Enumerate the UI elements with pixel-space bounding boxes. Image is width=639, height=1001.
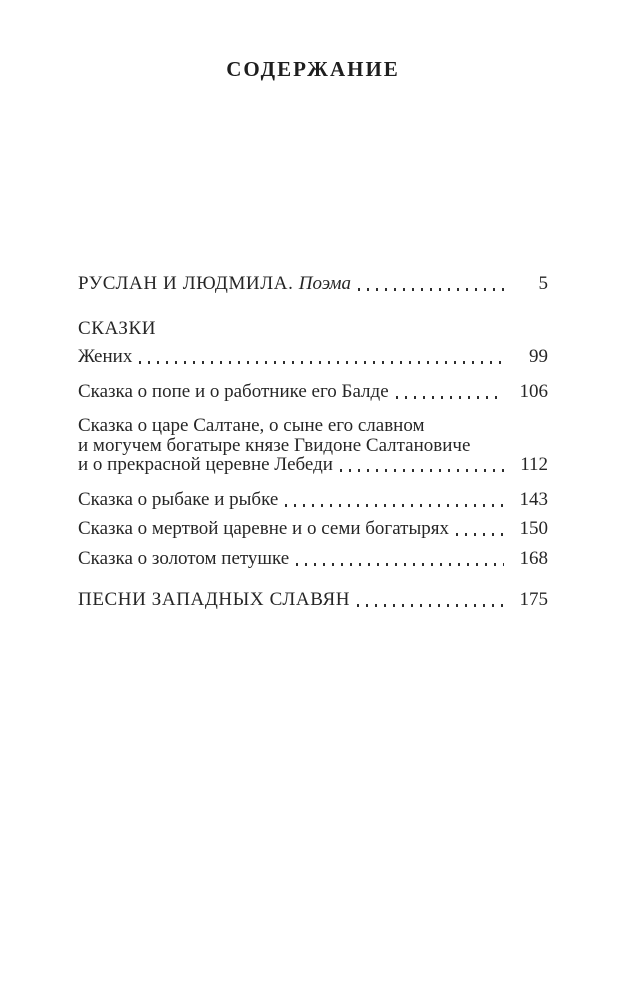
toc-entry-title <box>78 590 350 610</box>
toc-entry-title <box>78 347 132 367</box>
toc-entry-text: Сказка о попе и о работнике его Балде <box>78 381 389 402</box>
toc-entry-title <box>78 319 156 339</box>
page-number: 99 <box>529 346 548 367</box>
leader-dots <box>285 504 504 506</box>
toc-entry-row <box>78 274 548 294</box>
toc-entry-title <box>78 490 278 510</box>
toc-entry-text: СКАЗКИ <box>78 318 157 339</box>
leader-dots <box>357 604 504 606</box>
toc-entry-row <box>78 519 548 539</box>
toc-entry <box>78 519 548 539</box>
toc-entry-subtitle: Поэма <box>298 273 352 294</box>
toc-entry-row <box>78 455 548 475</box>
toc-entry <box>78 490 548 510</box>
toc-entry-title <box>78 274 351 294</box>
toc-entry-row <box>78 590 548 610</box>
toc-entry-line: Сказка о царе Салтане, о сыне его славном <box>78 415 425 436</box>
leader-dots <box>296 563 504 565</box>
page-number: 150 <box>519 518 548 539</box>
toc-entry-title <box>78 519 449 539</box>
toc-entry-row <box>78 549 548 569</box>
toc-entry-row <box>78 319 548 339</box>
toc-entry-text: и о прекрасной церевне Лебеди <box>78 454 333 475</box>
toc-list <box>78 274 548 610</box>
page-number: 5 <box>538 273 548 294</box>
toc-entry-row <box>78 382 548 402</box>
leader-dots <box>139 361 504 363</box>
toc-entry-text: Жених <box>78 346 133 367</box>
page-title: СОДЕРЖАНИЕ <box>226 57 400 81</box>
toc-entry <box>78 274 548 294</box>
page-number: 143 <box>519 489 548 510</box>
page-number: 175 <box>519 589 548 610</box>
toc-entry-row <box>78 490 548 510</box>
toc-entry-line: и могучем богатыре князе Гвидоне Салтановиче <box>78 434 471 456</box>
toc-entry-text: Сказка о золотом петушке <box>78 548 290 569</box>
toc-entry <box>78 590 548 610</box>
toc-entry <box>78 416 548 475</box>
leader-dots <box>358 288 504 290</box>
toc-entry <box>78 347 548 367</box>
leader-dots <box>340 469 504 471</box>
toc-entry-text: Сказка о мертвой царевне и о семи богатырях <box>78 518 449 539</box>
toc-entry-text: РУСЛАН И ЛЮДМИЛА. <box>78 273 299 294</box>
toc-entry-text: Сказка о рыбаке и рыбке <box>78 489 279 510</box>
toc-entry-row <box>78 347 548 367</box>
toc-entry-title <box>78 455 333 475</box>
page-number: 106 <box>519 381 548 402</box>
page-number: 168 <box>519 548 548 569</box>
toc-entry-text: ПЕСНИ ЗАПАДНЫХ СЛАВЯН <box>78 589 351 610</box>
page-number: 112 <box>520 454 548 475</box>
leader-dots <box>396 396 504 398</box>
toc-section-heading <box>78 319 548 339</box>
toc-entry <box>78 549 548 569</box>
leader-dots <box>456 533 504 535</box>
toc-entry-title <box>78 382 389 402</box>
toc-entry-title <box>78 549 289 569</box>
toc-entry <box>78 382 548 402</box>
